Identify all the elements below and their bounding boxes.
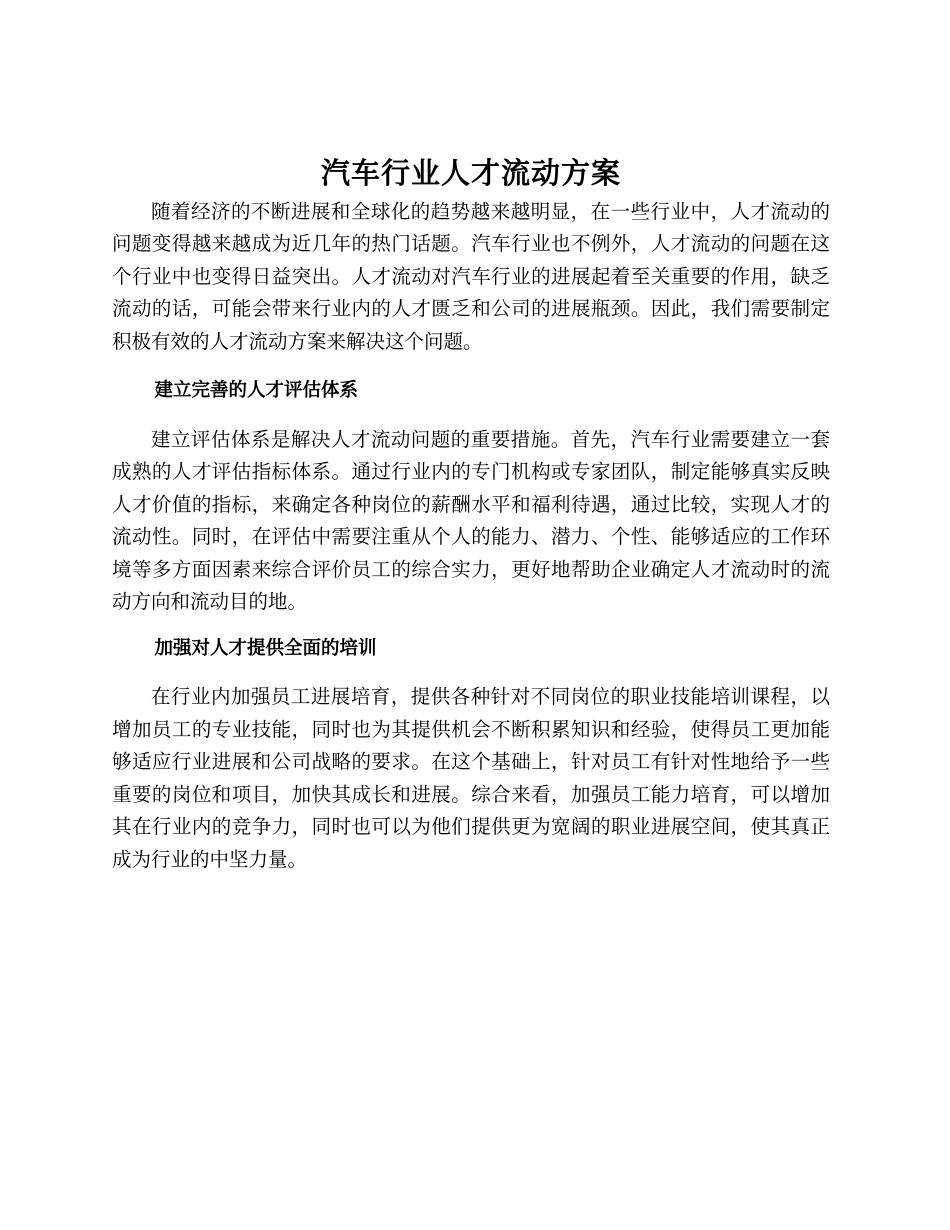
section-body-assessment: 建立评估体系是解决人才流动问题的重要措施。首先，汽车行业需要建立一套成熟的人才评估指标体系。通过行业内的专门机构或专家团队，制定能够真实反映人才价值的指标，来确定各种岗位的薪酬水平和福利待遇，通过比较，实现人才的流动性。同时，在评估中需要注重从个人的能力、潜力、个性、能够适应的工作环境等多方面因素来综合评价员工的综合实力，更好地帮助企业确定人才流动时的流动方向和流动目的地。 (112, 428, 830, 614)
intro-paragraph: 随着经济的不断进展和全球化的趋势越来越明显，在一些行业中，人才流动的问题变得越来越成为近几年的热门话题。汽车行业也不例外，人才流动的问题在这个行业中也变得日益突出。人才流动对汽车行业的进展起着至关重要的作用，缺乏流动的话，可能会带来行业内的人才匮乏和公司的进展瓶颈。因此，我们需要制定积极有效的人才流动方案来解决这个问题。 (112, 200, 830, 353)
section-heading-training: 加强对人才提供全面的培训 (154, 638, 377, 660)
section-heading-assessment: 建立完善的人才评估体系 (154, 380, 359, 402)
document-page (112, 150, 830, 876)
section-body-training: 在行业内加强员工进展培育，提供各种针对不同岗位的职业技能培训课程，以增加员工的专业技能，同时也为其提供机会不断积累知识和经验，使得员工更加能够适应行业进展和公司战略的要求。在这个基础上，针对员工有针对性地给予一些重要的岗位和项目，加快其成长和进展。综合来看，加强员工能力培育，可以增加其在行业内的竞争力，同时也可以为他们提供更为宽阔的职业进展空间，使其真正成为行业的中坚力量。 (112, 685, 830, 871)
document-title: 汽车行业人才流动方案 (320, 156, 621, 190)
